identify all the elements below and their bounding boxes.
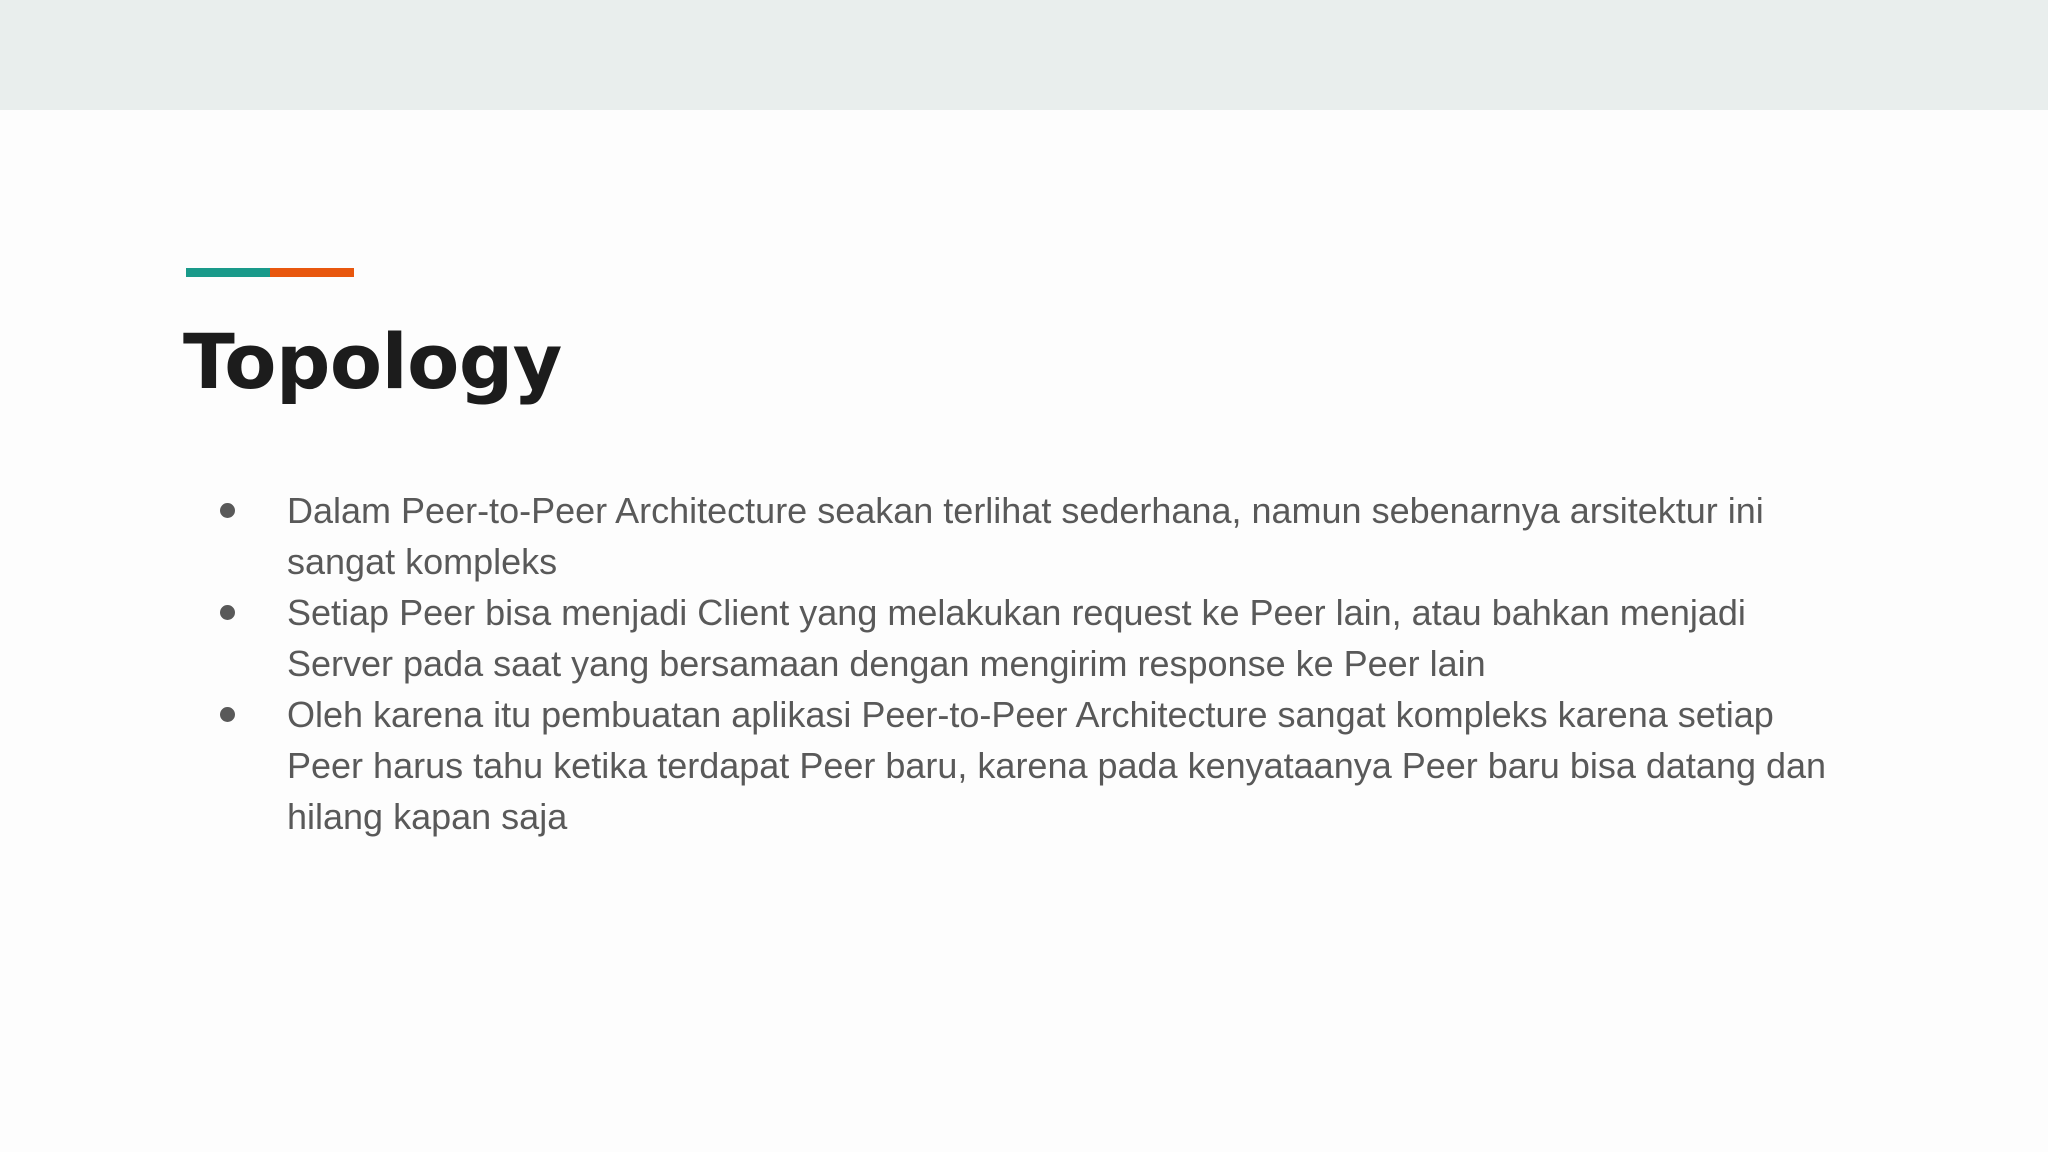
bullet-item: [214, 689, 1854, 842]
bullet-list: [214, 485, 1854, 842]
title-accent-bar: [186, 268, 354, 277]
bullet-dot-icon: [220, 503, 235, 518]
bullet-text: Setiap Peer bisa menjadi Client yang melakukan request ke Peer lain, atau bahkan menjadi Server pada saat yang bersamaan dengan mengirim response ke Peer lain: [287, 592, 1746, 684]
header-band: [0, 0, 2048, 110]
bullet-item: [214, 485, 1854, 587]
slide-title: Topology: [183, 317, 562, 406]
bullet-dot-icon: [220, 605, 235, 620]
accent-segment-orange: [270, 268, 354, 277]
bullet-dot-icon: [220, 707, 235, 722]
bullet-text: Oleh karena itu pembuatan aplikasi Peer-to-Peer Architecture sangat kompleks karena setiap Peer harus tahu ketika terdapat Peer baru, karena pada kenyataanya Peer baru bisa datang dan hilang kapan saja: [287, 694, 1827, 837]
accent-segment-teal: [186, 268, 270, 277]
bullet-item: [214, 587, 1854, 689]
bullet-text: Dalam Peer-to-Peer Architecture seakan terlihat sederhana, namun sebenarnya arsitektur ini sangat kompleks: [287, 490, 1764, 582]
